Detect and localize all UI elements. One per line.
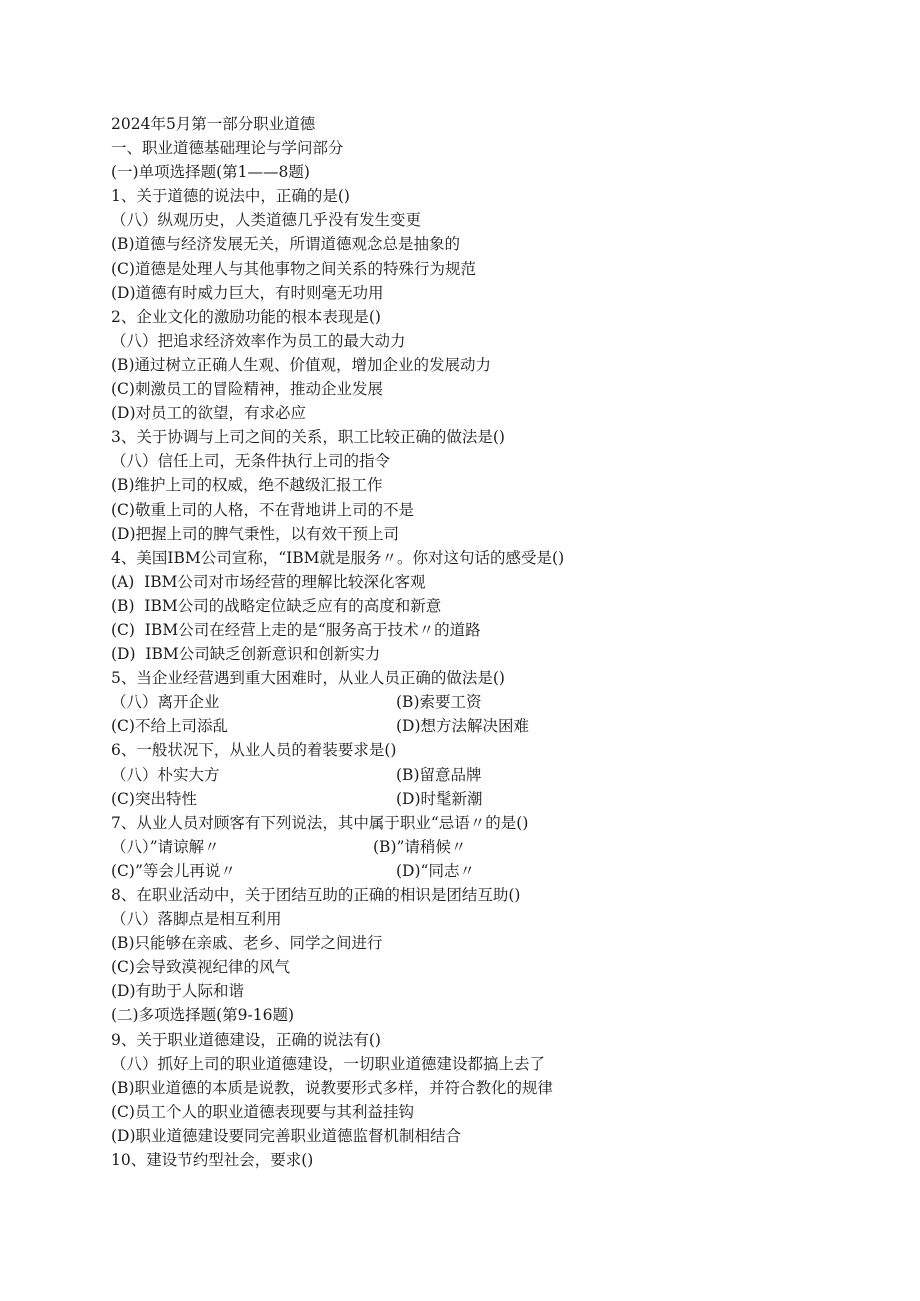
q7-option-c: (C)”等会儿再说〃: [111, 861, 236, 880]
q1-option-c: (C)道德是处理人与其他事物之间关系的特殊行为规范: [111, 259, 476, 278]
q7-options-row-1: [111, 835, 811, 859]
document-title: 2024年5月第一部分职业道德: [111, 115, 316, 133]
q9-option-d: (D)职业道德建设要同完善职业道德监督机制相结合: [111, 1126, 462, 1145]
q5-options-row-1: [111, 690, 811, 714]
q3-option-d: (D)把握上司的脾气秉性，以有效干预上司: [111, 524, 400, 543]
question-8: 8、在职业活动中，关于团结互助的正确的相识是团结互助(): [111, 886, 521, 904]
q1-option-a: （八）纵观历史，人类道德几乎没有发生变更: [111, 211, 422, 230]
subsection-heading-single-choice: (一)单项选择题(第1——8题): [111, 163, 310, 182]
q4-option-c: (C) IBM公司在经营上走的是“服务高于技术〃的道路: [111, 620, 481, 639]
q6-option-d: (D)时髦新潮: [396, 789, 483, 808]
q2-option-b: (B)通过树立正确人生观、价值观，增加企业的发展动力: [111, 355, 491, 374]
section-heading: 一、职业道德基础理论与学问部分: [111, 139, 344, 158]
q6-option-c: (C)突出特性: [111, 789, 197, 808]
q6-options-row-2: [111, 787, 811, 811]
q7-option-b: (B)”请稍候〃: [373, 837, 467, 856]
q9-option-c: (C)员工个人的职业道德表现要与其利益挂钩: [111, 1102, 414, 1121]
q1-option-b: (B)道德与经济发展无关，所谓道德观念总是抽象的: [111, 235, 460, 254]
q3-option-c: (C)敬重上司的人格，不在背地讲上司的不是: [111, 500, 414, 519]
q9-option-b: (B)职业道德的本质是说教，说教要形式多样，并符合教化的规律: [111, 1078, 553, 1097]
question-2: 2、企业文化的激励功能的根本表现是(): [111, 307, 381, 326]
q2-option-c: (C)刺激员工的冒险精神，推动企业发展: [111, 380, 383, 399]
q4-option-b: (B) IBM公司的战略定位缺乏应有的高度和新意: [111, 596, 442, 615]
q3-option-a: （八）信任上司，无条件执行上司的指令: [111, 452, 391, 471]
q2-option-a: （八）把追求经济效率作为员工的最大动力: [111, 331, 406, 350]
q7-option-a: （八）”请谅解〃: [111, 837, 220, 856]
q5-options-row-2: [111, 714, 811, 738]
q5-option-a: （八）离开企业: [111, 693, 220, 712]
q5-option-c: (C)不给上司添乱: [111, 717, 228, 736]
q8-option-a: （八）落脚点是相互利用: [111, 910, 282, 929]
question-9: 9、关于职业道德建设，正确的说法有(): [111, 1030, 381, 1049]
question-5: 5、当企业经营遇到重大困难时，从业人员正确的做法是(): [111, 669, 505, 688]
q4-option-d: (D) IBM公司缺乏创新意识和创新实力: [111, 645, 381, 664]
q4-option-a: (A) IBM公司对市场经营的理解比较深化客观: [111, 572, 426, 591]
document-content: [111, 112, 811, 1172]
subsection-heading-multiple-choice: (二)多项选择题(第9-16题): [111, 1006, 295, 1025]
q8-option-c: (C)会导致漠视纪律的风气: [111, 958, 290, 977]
q6-option-b: (B)留意品牌: [396, 765, 482, 784]
question-6: 6、一般状况下，从业人员的着装要求是(): [111, 741, 397, 760]
q7-options-row-2: [111, 859, 811, 883]
q5-option-d: (D)想方法解决困难: [396, 717, 530, 736]
q6-options-row-1: [111, 763, 811, 787]
question-4: 4、美国IBM公司宣称，“IBM就是服务〃。你对这句话的感受是(): [111, 548, 565, 567]
q1-option-d: (D)道德有时威力巨大，有时则毫无功用: [111, 283, 384, 302]
q2-option-d: (D)对员工的欲望，有求必应: [111, 404, 307, 423]
question-10: 10、建设节约型社会，要求(): [111, 1151, 314, 1170]
q3-option-b: (B)维护上司的权威，绝不越级汇报工作: [111, 476, 383, 495]
q8-option-d: (D)有助于人际和谐: [111, 982, 245, 1001]
question-1: 1、关于道德的说法中，正确的是(): [111, 187, 350, 206]
q8-option-b: (B)只能够在亲戚、老乡、同学之间进行: [111, 934, 383, 953]
question-7: 7、从业人员对顾客有下列说法，其中属于职业“忌语〃的是(): [111, 813, 529, 832]
q5-option-b: (B)索要工资: [396, 693, 482, 712]
q6-option-a: （八）朴实大方: [111, 765, 220, 784]
question-3: 3、关于协调与上司之间的关系，职工比较正确的做法是(): [111, 428, 505, 447]
q9-option-a: （八）抓好上司的职业道德建设，一切职业道德建设都搞上去了: [111, 1054, 546, 1073]
q7-option-d: (D)“同志〃: [396, 861, 475, 880]
